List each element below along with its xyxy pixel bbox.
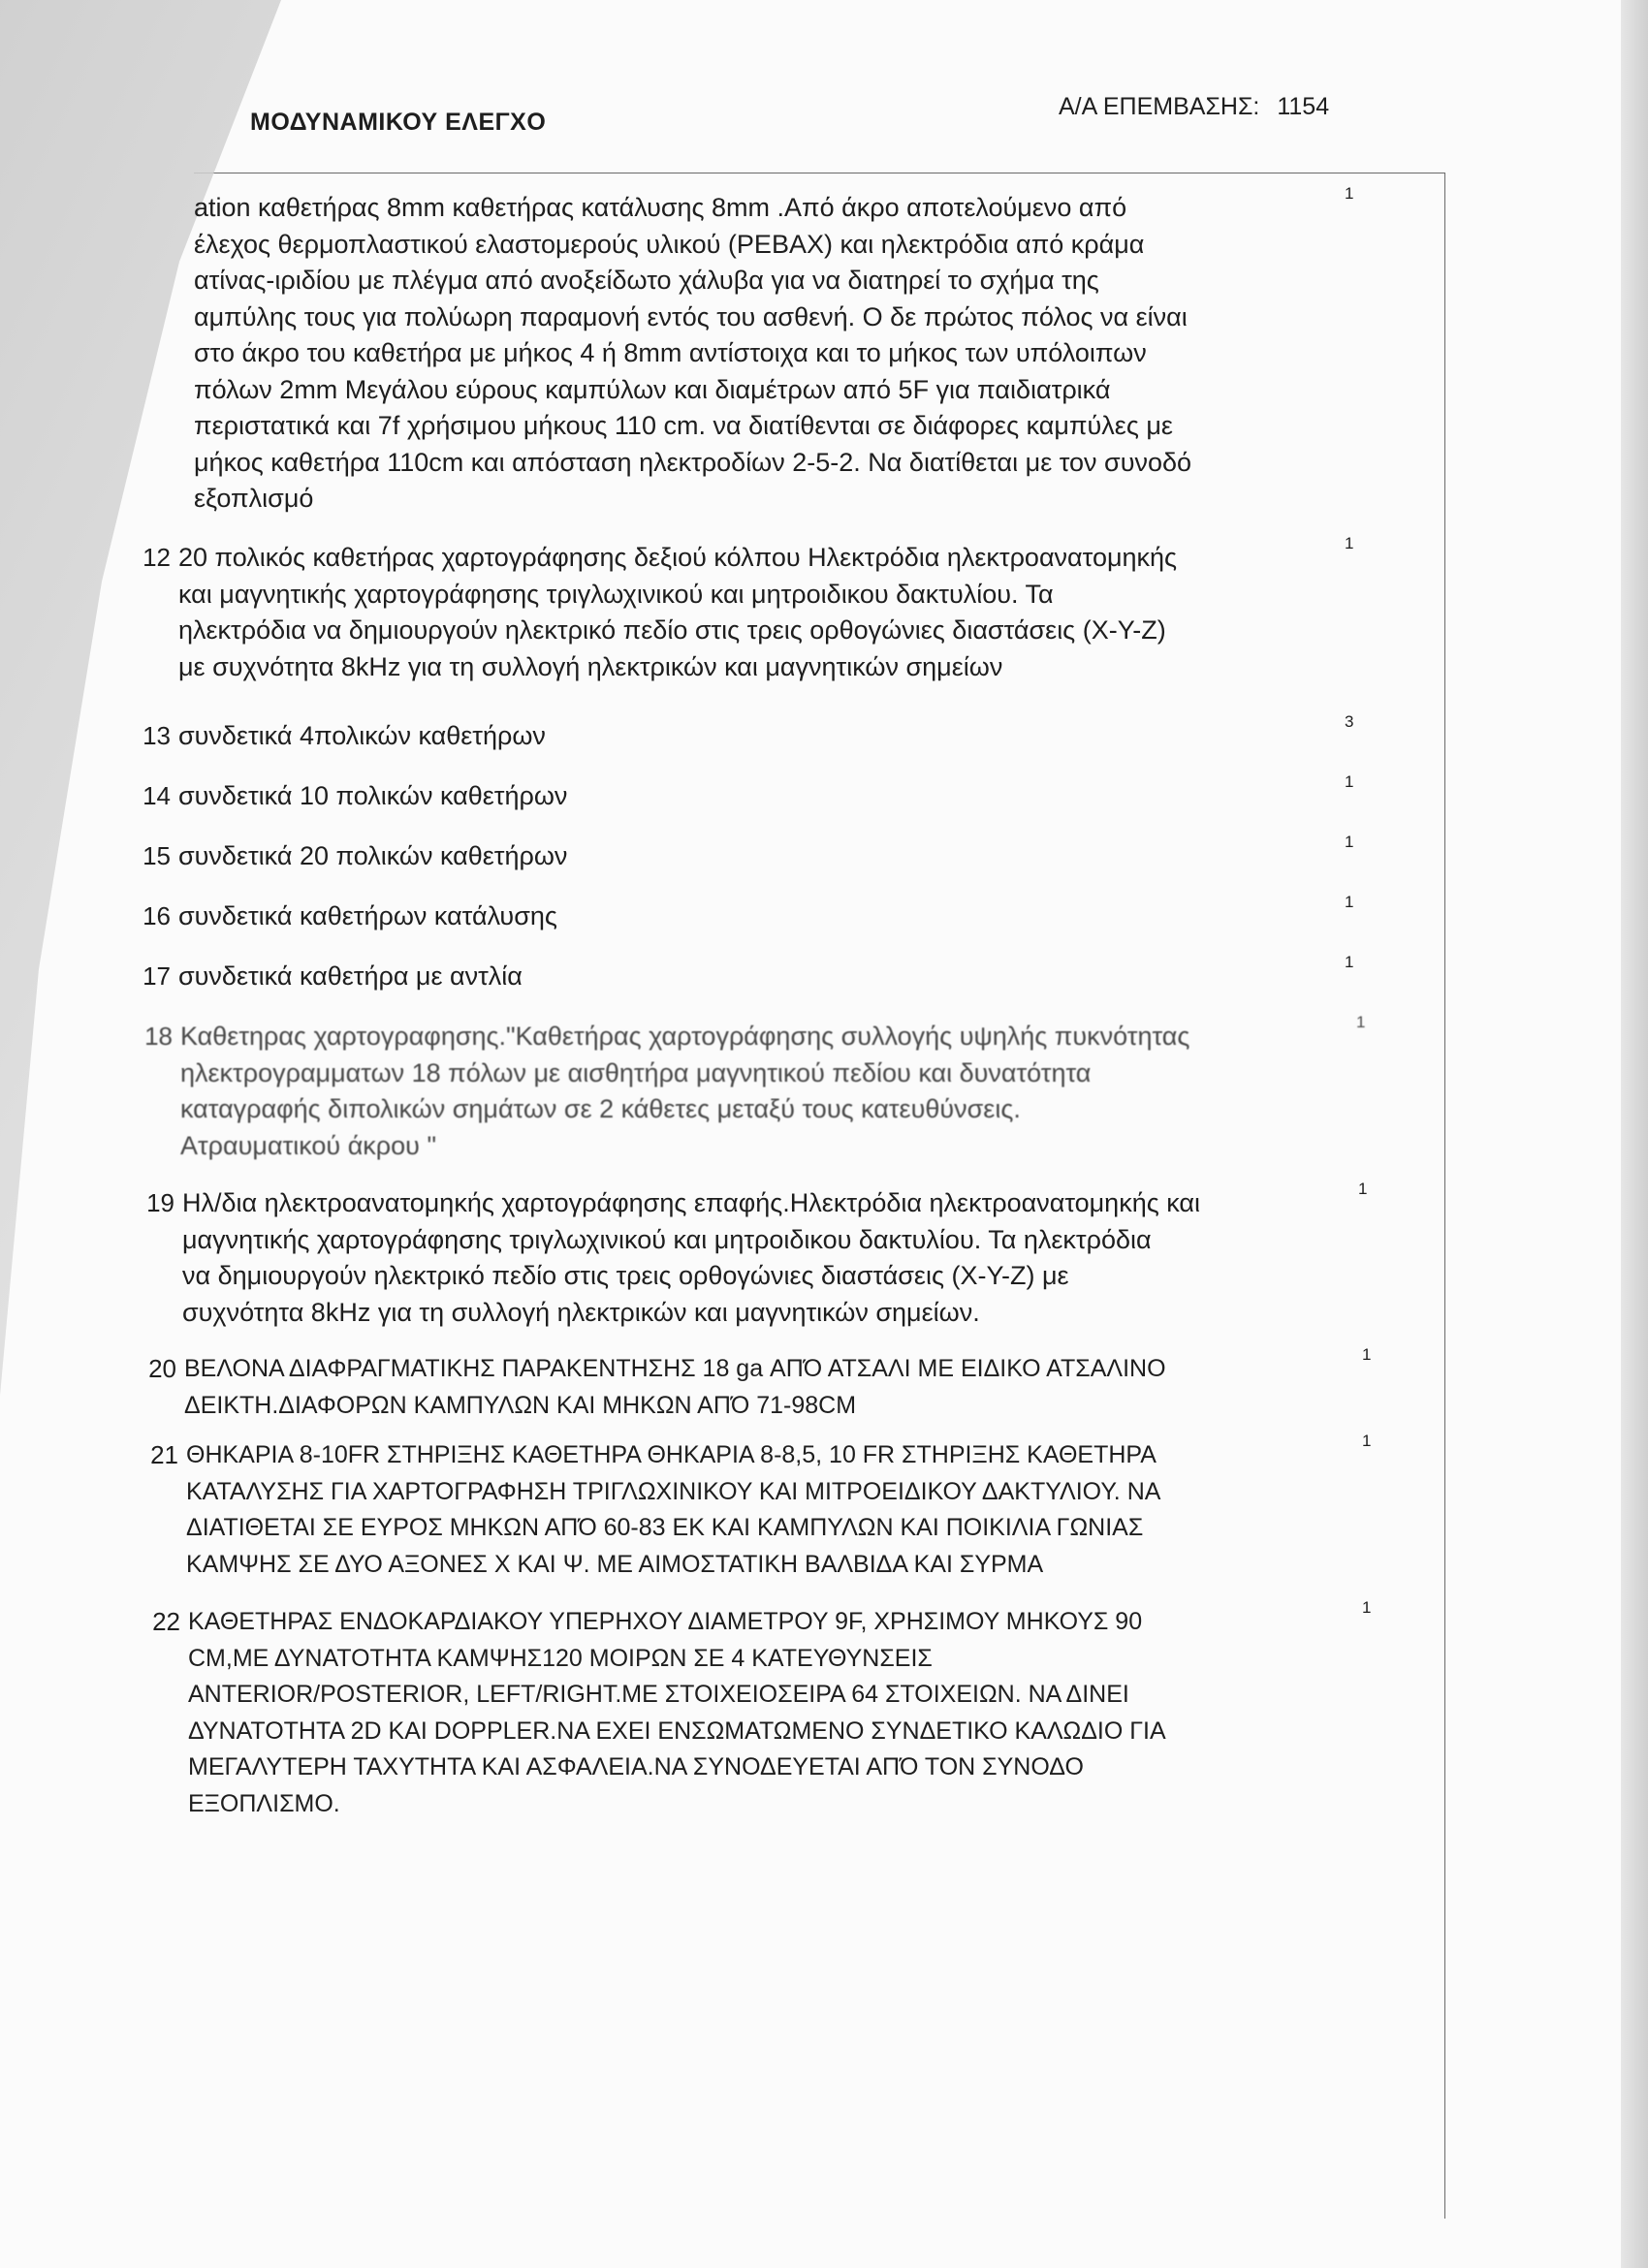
item-description: ΘΗΚΑΡΙΑ 8-10FR ΣΤΗΡΙΞΗΣ ΚΑΘΕΤΗΡΑ ΘΗΚΑΡΙΑ 8-8,5, 10 FR ΣΤΗΡΙΞΗΣ ΚΑΘΕΤΗΡΑ ΚΑΤΑΛΥΣΗΣ ΓΙΑ ΧΑΡΤΟΓΡΑΦΗΣΗ ΤΡΙΓΛΩΧΙΝΙΚΟΥ ΚΑΙ ΜΙΤΡΟΕΙΔΙΚΟΥ ΔΑΚΤΥΛΙΟΥ. ΝΑ ΔΙΑΤΙΘΕΤΑΙ ΣΕ ΕΥΡΟΣ ΜΗΚΩΝ ΑΠΌ 60-83 ΕΚ ΚΑΙ ΚΑΜΠΥΛΩΝ ΚΑΙ ΠΟΙΚΙΛΙΑ ΓΩΝΙΑΣ ΚΑΜΨΗΣ ΣΕ ΔΥΟ ΑΞΟΝΕΣ Χ ΚΑΙ Ψ. ΜΕ ΑΙΜΟΣΤΑΤΙΚΗ ΒΑΛΒΙΔΑ ΚΑΙ ΣΥΡΜΑ [186,1441,1161,1578]
item-description: συνδετικά καθετήρα με αντλία [178,961,523,991]
item-index: 16 [143,901,171,930]
item-quantity: 1 [1345,893,1354,911]
item-quantity: 1 [1345,184,1354,203]
item-description: συνδετικά 4πολικών καθετήρων [178,721,546,750]
item-index: 17 [143,961,171,991]
item-description: συνδετικά 10 πολικών καθετήρων [178,781,568,810]
item-index: 21 [150,1440,178,1469]
item-description: συνδετικά καθετήρων κατάλυσης [178,901,557,930]
item-quantity: 1 [1345,772,1354,791]
item-index: 22 [152,1607,180,1636]
item-index: 15 [143,841,171,870]
item-index: 12 [143,543,171,572]
item-description: ation καθετήρας 8mm καθετήρας κατάλυσης 8mm .Από άκρο αποτελούμενο από έλεχος θερμοπλαστικού ελαστομερούς υλικού (PEBAX) και ηλεκτρόδια από κράμα ατίνας-ιριδίου με πλέγμα από ανοξείδωτο χάλυβα για να διατηρεί το σχήμα της αμπύλης τους για πολύωρη παραμονή εντός του ασθενή. Ο δε πρώτος πόλος να είναι στο άκρο του καθετήρα με μήκος 4 ή 8mm αντίστοιχα και το μήκος των υπόλοιπων πόλων 2mm Μεγάλου εύρους καμπύλων και διαμέτρων από 5F για παιδιατρικά περιστατικά και 7f χρήσιμου μήκους 110 cm. να διατίθενται σε διάφορες καμπύλες με μήκος καθετήρα 110cm και απόσταση ηλεκτροδίων 2-5-2. Να διατίθεται με τον συνοδό εξοπλισμό [194,193,1192,513]
item-quantity: 1 [1356,1013,1366,1031]
document-title: ΜΟΔΥΝΑΜΙΚΟΥ ΕΛΕΓΧΟ [250,109,547,136]
item-description: ΚΑΘΕΤΗΡΑΣ ΕΝΔΟΚΑΡΔΙΑΚΟΥ ΥΠΕΡΗΧΟΥ ΔΙΑΜΕΤΡΟΥ 9F, ΧΡΗΣΙΜΟΥ ΜΗΚΟΥΣ 90 CM,ΜΕ ΔΥΝΑΤΟΤΗΤΑ ΚΑΜΨΗΣ120 ΜΟΙΡΩΝ ΣΕ 4 ΚΑΤΕΥΘΥΝΣΕΙΣ ANTERIOR/POSTERIOR, LEFT/RIGHT.ΜΕ ΣΤΟΙΧΕΙΟΣΕΙΡΑ 64 ΣΤΟΙΧΕΙΩΝ. ΝΑ ΔΙΝΕΙ ΔΥΝΑΤΟΤΗΤΑ 2D ΚΑΙ DOPPLER.ΝΑ ΕΧΕΙ ΕΝΣΩΜΑΤΩΜΕΝΟ ΣΥΝΔΕΤΙΚΟ ΚΑΛΩΔΙΟ ΓΙΑ ΜΕΓΑΛΥΤΕΡΗ ΤΑΧΥΤΗΤΑ ΚΑΙ ΑΣΦΑΛΕΙΑ.ΝΑ ΣΥΝΟΔΕΥΕΤΑΙ ΑΠΌ ΤΟΝ ΣΥΝΟΔΟ ΕΞΟΠΛΙΣΜΟ. [188,1608,1166,1817]
item-index: 19 [146,1188,174,1217]
item-index: 14 [143,781,171,810]
item-description: Ηλ/δια ηλεκτροανατομηκής χαρτογράφησης επαφής.Ηλεκτρόδια ηλεκτροανατομηκής και μαγνητικής χαρτογράφησης τριγλωχινικού και μητροιδικου δακτυλίου. Τα ηλεκτρόδια να δημιουργούν ηλεκτρικό πεδίο στις τρεις ορθογώνιες διαστάσεις (X-Y-Z) με συχνότητα 8kHz για τη συλλογή ηλεκτρικών και μαγνητικών σημείων. [182,1188,1201,1327]
item-quantity: 1 [1345,953,1354,971]
reference-block [1059,93,1329,121]
item-index: 18 [144,1022,173,1051]
item-index: 20 [148,1354,176,1383]
reference-label: Α/Α ΕΠΕΜΒΑΣΗΣ: [1059,93,1260,120]
item-quantity: 3 [1345,712,1354,731]
item-quantity: 1 [1362,1598,1372,1617]
item-quantity: 1 [1362,1345,1372,1364]
item-quantity: 1 [1362,1432,1372,1450]
item-description: Καθετηρας χαρτογραφησης."Καθετήρας χαρτογράφησης συλλογής υψηλής πυκνότητας ηλεκτρογραμματων 18 πόλων με αισθητήρα μαγνητικού πεδίου και δυνατότητα καταγραφής διπολικών σημάτων σε 2 κάθετες μεταξύ τους κατευθύνσεις. Ατραυματικού άκρου " [180,1022,1190,1160]
item-description: 20 πολικός καθετήρας χαρτογράφησης δεξιού κόλπου Ηλεκτρόδια ηλεκτροανατομηκής και μαγνητικής χαρτογράφησης τριγλωχινικού και μητροιδικου δακτυλίου. Τα ηλεκτρόδια να δημιουργούν ηλεκτρικό πεδίο στις τρεις ορθογώνιες διαστάσεις (X-Y-Z) με συχνότητα 8kHz για τη συλλογή ηλεκτρικών και μαγνητικών σημείων [178,543,1178,681]
item-description: ΒΕΛΟΝΑ ΔΙΑΦΡΑΓΜΑΤΙΚΗΣ ΠΑΡΑΚΕΝΤΗΣΗΣ 18 ga ΑΠΌ ΑΤΣΑΛΙ ΜΕ ΕΙΔΙΚΟ ΑΤΣΑΛΙΝΟ ΔΕΙΚΤΗ.ΔΙΑΦΟΡΩΝ ΚΑΜΠΥΛΩΝ ΚΑΙ ΜΗΚΩΝ ΑΠΌ 71-98CM [184,1355,1166,1419]
reference-number: 1154 [1277,93,1330,120]
item-quantity: 1 [1358,1180,1368,1198]
item-quantity: 1 [1345,534,1354,552]
item-index: 13 [143,721,171,750]
item-description: συνδετικά 20 πολικών καθετήρων [178,841,568,870]
item-quantity: 1 [1345,833,1354,851]
page-edge-shadow [1621,0,1648,2268]
